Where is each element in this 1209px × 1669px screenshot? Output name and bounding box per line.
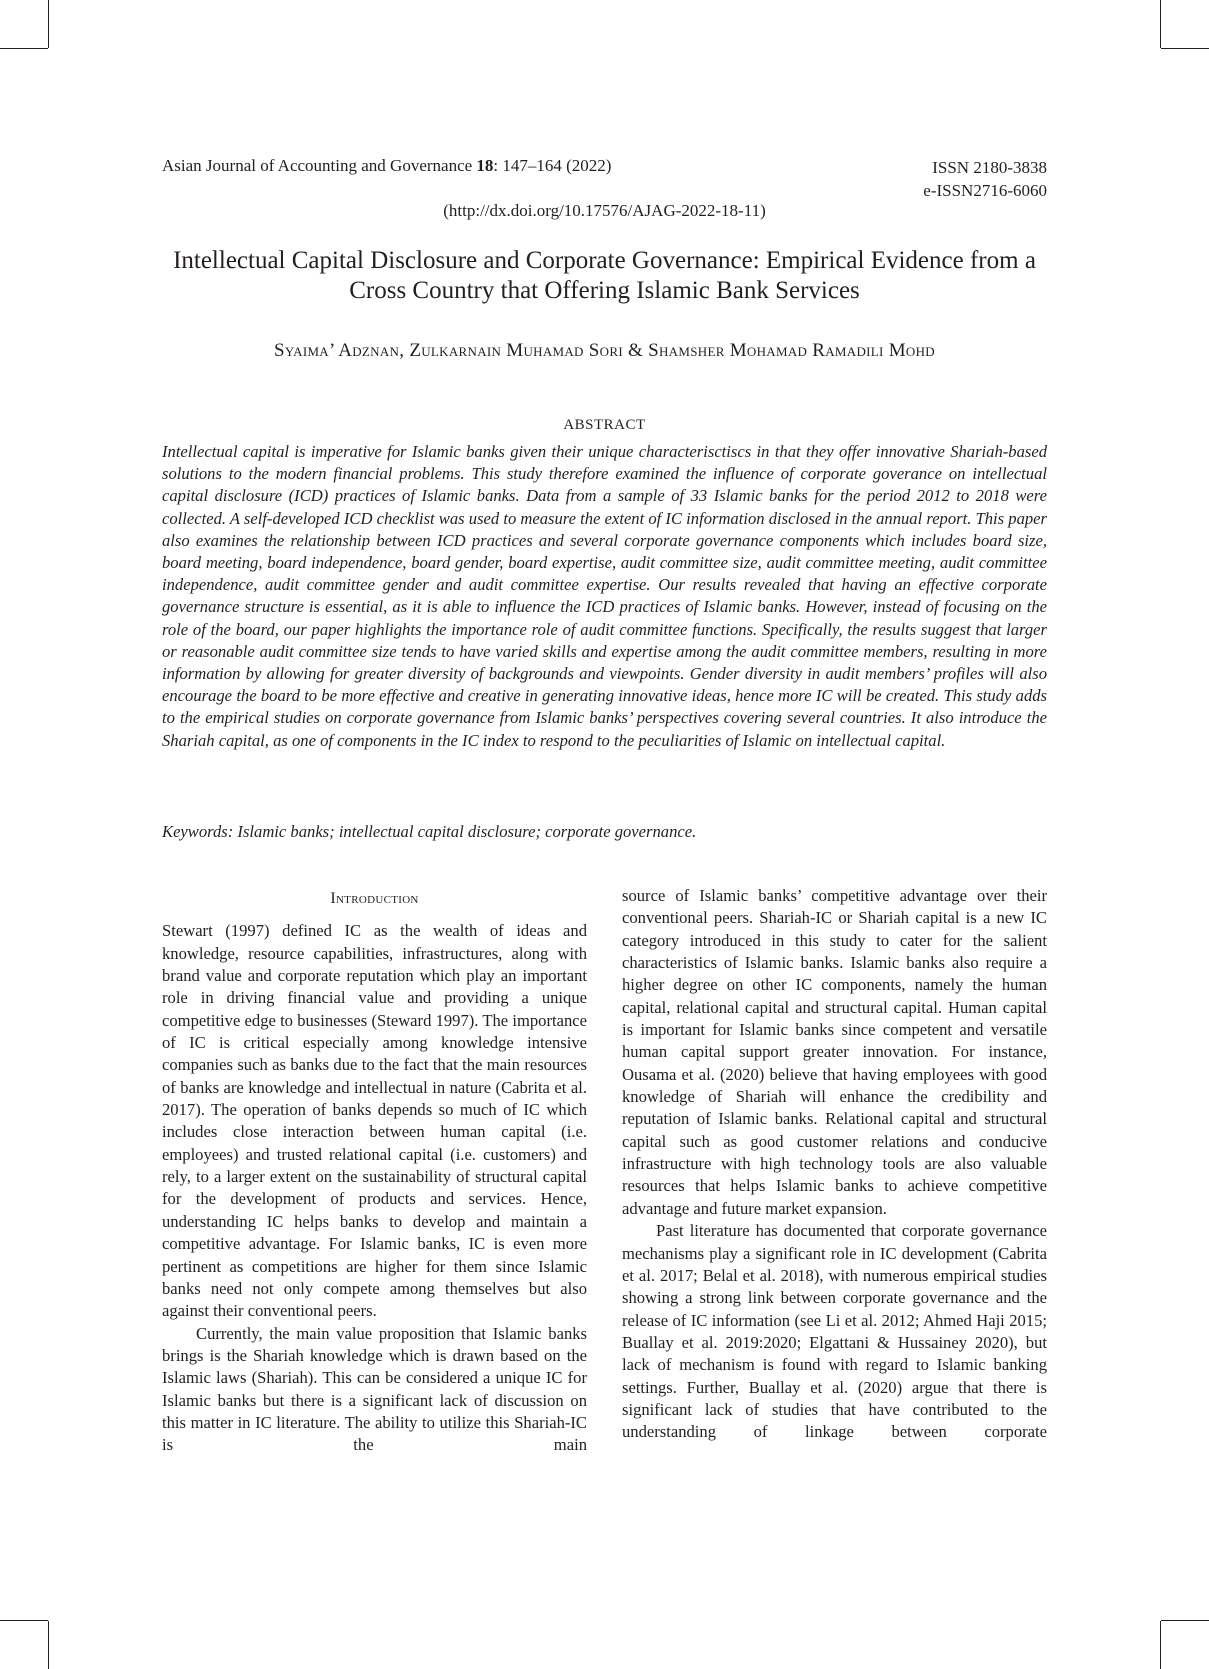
- journal-name: Asian Journal of Accounting and Governance: [162, 156, 477, 175]
- body-paragraph: Stewart (1997) defined IC as the wealth of ideas and knowledge, resource capabilities, infrastructures, along with brand value and corporate reputation which play an important role in driving financial value and providing a unique competitive edge to businesses (Steward 1997). The importance of IC is critical especially among knowledge intensive companies such as banks due to the fact that the main resources of banks are knowledge and intellectual in nature (Cabrita et al. 2017). The operation of banks depends so much of IC which includes close interaction between human capital (i.e. employees) and trusted relational capital (i.e. customers) and rely, to a larger extent on the sustainability of structural capital for the development of products and services. Hence, understanding IC helps banks to develop and maintain a competitive advantage. For Islamic banks, IC is even more pertinent as competitions are higher for them since Islamic banks need not only compete among themselves but also against their conventional peers.: [162, 921, 587, 1321]
- doi-link[interactable]: (http://dx.doi.org/10.17576/AJAG-2022-18-11): [443, 201, 766, 220]
- crop-mark-top-left-v: [48, 0, 49, 48]
- issn-block: [923, 156, 1047, 202]
- crop-mark-top-left-h: [0, 48, 48, 49]
- crop-mark-bottom-right-h: [1161, 1620, 1209, 1621]
- journal-volume: 18: [476, 156, 494, 175]
- issn-electronic: e-ISSN2716-6060: [923, 181, 1047, 200]
- body-paragraph: source of Islamic banks’ competitive advantage over their conventional peers. Shariah-IC or Shariah capital is a new IC category introduced in this study to cater for the salient characteristics of Islamic banks. Islamic banks also require a higher degree on other IC components, namely the human capital, relational capital and structural capital. Human capital is important for Islamic banks since competent and versatile human capital support greater innovation. For instance, Ousama et al. (2020) believe that having employees with good knowledge of Shariah will enhance the credibility and reputation of Islamic banks. Relational capital and structural capital such as good customer relations and conducive infrastructure with high technology tools are also valuable resources that helps Islamic banks to achieve competitive advantage and future market expansion.: [622, 886, 1047, 1218]
- crop-mark-top-right-v: [1160, 0, 1161, 48]
- column-left: [162, 888, 587, 1457]
- crop-mark-bottom-left-h: [0, 1620, 48, 1621]
- paper-title: Intellectual Capital Disclosure and Corporate Governance: Empirical Evidence from a Cross Country that Offering Islamic Bank Services: [173, 247, 1036, 304]
- issn-print: ISSN 2180-3838: [932, 158, 1047, 177]
- body-paragraph: Currently, the main value proposition that Islamic banks brings is the Shariah knowledge which is drawn based on the Islamic laws (Shariah). This can be considered a unique IC for Islamic banks but there is a significant lack of discussion on this matter in IC literature. The ability to utilize this Shariah-IC is the main: [162, 1323, 587, 1455]
- crop-mark-bottom-left-v: [48, 1621, 49, 1669]
- journal-pages: : 147–164 (2022): [493, 156, 612, 175]
- crop-mark-top-right-h: [1161, 48, 1209, 49]
- abstract-text: Intellectual capital is imperative for Islamic banks given their unique characterisctiscs in that they offer innovative Shariah-based solutions to the modern financial problems. This study therefore examined the influence of corporate goverance on intellectual capital disclosure (ICD) practices of Islamic banks. Data from a sample of 33 Islamic banks for the period 2012 to 2018 were collected. A self-developed ICD checklist was used to measure the extent of IC information disclosed in the annual report. This paper also examines the relationship between ICD practices and several corporate governance components which includes board size, board meeting, board independence, board gender, board expertise, audit committee size, audit committee meeting, audit committee independence, audit committee gender and audit committee expertise. Our results revealed that having an effective corporate governance structure is essential, as it is able to influence the ICD practices of Islamic banks. However, instead of focusing on the role of the board, our paper highlights the importance role of audit committee functions. Specifically, the results suggest that larger or reasonable audit committee size tends to have varied skills and expertise among the audit committee members, resulting in more information by allowing for greater diversity of backgrounds and viewpoints. Gender diversity in audit members’ profiles will also encourage the board to be more effective and creative in generating innovative ideas, hence more IC will be created. This study adds to the empirical studies on corporate governance from Islamic banks’ perspectives covering several countries. It also introduce the Shariah capital, as one of components in the IC index to respond to the peculiarities of Islamic on intellectual capital.: [162, 442, 1047, 750]
- crop-mark-bottom-right-v: [1160, 1621, 1161, 1669]
- author-list: Syaima’ Adznan, Zulkarnain Muhamad Sori & Shamsher Mohamad Ramadili Mohd: [274, 340, 935, 361]
- section-heading-introduction: Introduction: [330, 890, 419, 907]
- column-right: [622, 885, 1047, 1444]
- journal-citation: [162, 156, 611, 176]
- abstract-heading: ABSTRACT: [563, 417, 646, 433]
- body-paragraph: Past literature has documented that corporate governance mechanisms play a significant role in IC development (Cabrita et al. 2017; Belal et al. 2018), with numerous empirical studies showing a strong link between corporate governance and the release of IC information (see Li et al. 2012; Ahmed Haji 2015; Buallay et al. 2019:2020; Elgattani & Hussainey 2020), but lack of mechanism is found with regard to Islamic banking settings. Further, Buallay et al. (2020) argue that there is significant lack of studies that have contributed to the understanding of linkage between corporate: [622, 1221, 1047, 1442]
- keywords: Keywords: Islamic banks; intellectual capital disclosure; corporate governance.: [162, 822, 697, 841]
